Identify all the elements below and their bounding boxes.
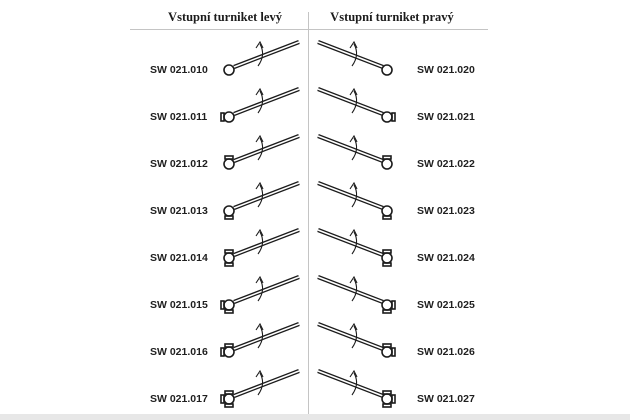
mount-bracket [392,395,395,403]
right-model-code: SW 021.021 [417,111,475,123]
turnstile-arm-inner [318,183,383,208]
mount-bracket [383,216,391,219]
arrow-head [256,371,263,377]
left-turnstile-symbol [221,324,299,357]
right-model-code: SW 021.023 [417,205,475,217]
turnstile-arm-inner [234,42,299,67]
turnstile-arm-inner [234,89,299,114]
mount-bracket [392,113,395,121]
left-turnstile-symbol [221,277,299,313]
right-turnstile-symbol [318,183,392,219]
right-turnstile-symbol [318,42,392,75]
turnstile-arm-inner [234,183,299,208]
arrow-head [256,136,263,142]
turnstile-arm-inner [318,371,383,396]
pivot-post [224,347,234,357]
arrow-head [350,324,357,330]
right-turnstile-symbol [318,89,395,122]
mount-bracket [221,348,224,356]
arrow-head [350,183,357,189]
pivot-post [382,253,392,263]
pivot-post [224,253,234,263]
left-model-code: SW 021.013 [150,205,208,217]
mount-bracket [225,344,233,347]
arrow-head [350,277,357,283]
arrow-head [256,324,263,330]
arrow-head [256,89,263,95]
turnstile-arm-inner [318,230,383,255]
mount-bracket [221,395,224,403]
arrow-head [350,230,357,236]
arrow-head [350,42,357,48]
left-turnstile-symbol [221,89,299,122]
left-turnstile-symbol [224,42,299,75]
left-model-code: SW 021.016 [150,346,208,358]
mount-bracket [383,391,391,394]
arrow-head [350,89,357,95]
left-model-code: SW 021.012 [150,158,208,170]
right-turnstile-symbol [318,230,392,266]
pivot-post [224,112,234,122]
pivot-post [382,347,392,357]
pivot-post [224,159,234,169]
mount-bracket [225,391,233,394]
mount-bracket [383,404,391,407]
mount-bracket [221,301,224,309]
mount-bracket [225,310,233,313]
arrow-head [350,136,357,142]
mount-bracket [383,263,391,266]
mount-bracket [383,156,391,159]
turnstile-arm-inner [234,371,299,396]
pivot-post [382,300,392,310]
turnstile-arm-inner [234,277,299,302]
mount-bracket [383,310,391,313]
arrow-head [350,371,357,377]
mount-bracket [225,404,233,407]
right-turnstile-symbol [318,136,392,169]
right-model-code: SW 021.022 [417,158,475,170]
mount-bracket [225,250,233,253]
turnstile-arm-inner [234,230,299,255]
left-model-code: SW 021.011 [150,111,208,123]
mount-bracket [383,344,391,347]
mount-bracket [225,156,233,159]
right-model-code: SW 021.027 [417,393,475,405]
left-turnstile-symbol [221,371,299,407]
arrow-head [256,277,263,283]
pivot-post [224,65,234,75]
mount-bracket [225,263,233,266]
pivot-post [382,394,392,404]
pivot-post [224,206,234,216]
turnstile-arm-inner [318,89,383,114]
left-turnstile-symbol [224,136,299,169]
pivot-post [382,112,392,122]
left-model-code: SW 021.010 [150,64,208,76]
right-column-header: Vstupní turniket pravý [330,10,454,24]
mount-bracket [383,250,391,253]
left-turnstile-symbol [224,183,299,219]
turnstile-arm-inner [234,324,299,349]
mount-bracket [225,216,233,219]
arrow-head [256,230,263,236]
mount-bracket [392,301,395,309]
pivot-post [224,394,234,404]
left-model-code: SW 021.017 [150,393,208,405]
pivot-post [224,300,234,310]
right-model-code: SW 021.020 [417,64,475,76]
right-turnstile-symbol [318,371,395,407]
pivot-post [382,206,392,216]
right-turnstile-symbol [318,324,395,357]
left-column-header: Vstupní turniket levý [168,10,282,24]
right-model-code: SW 021.024 [417,252,475,264]
turnstile-arm-inner [318,324,383,349]
right-model-code: SW 021.026 [417,346,475,358]
mount-bracket [392,348,395,356]
right-turnstile-symbol [318,277,395,313]
right-model-code: SW 021.025 [417,299,475,311]
turnstile-arm-inner [318,42,383,67]
left-model-code: SW 021.014 [150,252,208,264]
pivot-post [382,159,392,169]
pivot-post [382,65,392,75]
left-model-code: SW 021.015 [150,299,208,311]
turnstile-arm-inner [234,136,299,161]
arrow-head [256,42,263,48]
turnstile-arm-inner [318,136,383,161]
left-turnstile-symbol [224,230,299,266]
mount-bracket [221,113,224,121]
turnstile-arm-inner [318,277,383,302]
arrow-head [256,183,263,189]
